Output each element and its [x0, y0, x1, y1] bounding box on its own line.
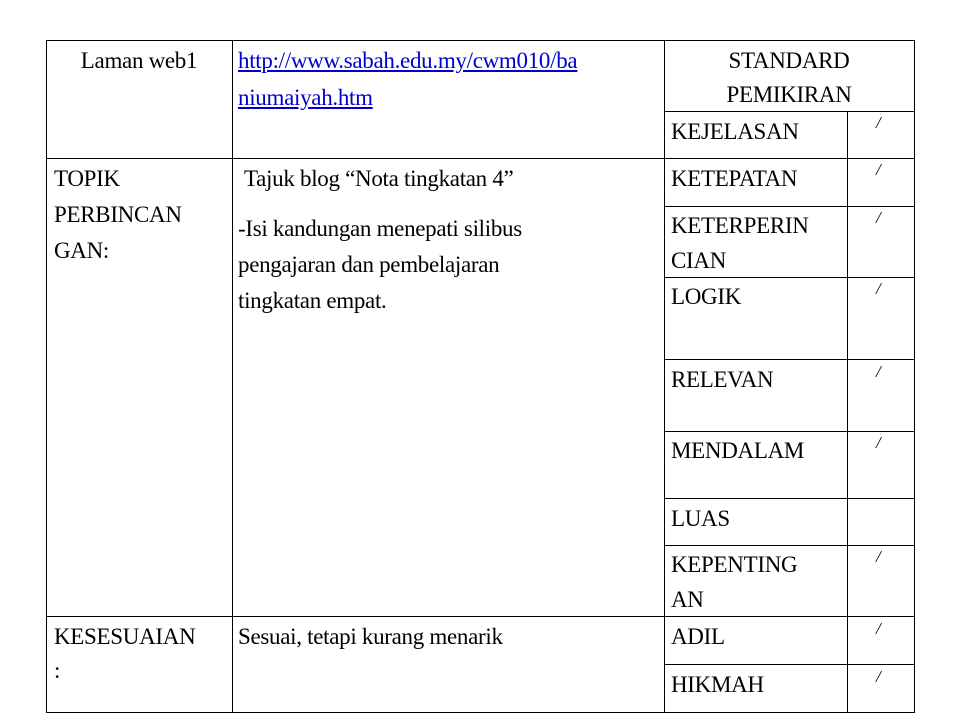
border-crit9 [664, 664, 915, 665]
criterion-adil-mark: / [876, 619, 881, 638]
topic-desc-line1: -Isi kandungan menepati silibus [238, 216, 522, 241]
border-bottom [46, 712, 915, 713]
criterion-keterperincian-mark: / [876, 208, 881, 227]
criterion-relevan: RELEVAN [671, 367, 774, 392]
criterion-ketepatan-mark: / [876, 160, 881, 179]
topic-label-line1: TOPIK [54, 166, 120, 191]
site-label: Laman web1 [80, 48, 198, 73]
criterion-mendalam: MENDALAM [671, 438, 805, 463]
standard-heading-line1: STANDARD [728, 48, 850, 73]
topic-title: Tajuk blog “Nota tingkatan 4” [244, 166, 514, 191]
criterion-relevan-mark: / [876, 362, 881, 381]
criterion-kepentingan-line2: AN [671, 587, 704, 612]
criterion-mendalam-mark: / [876, 433, 881, 452]
border-row2 [46, 616, 915, 617]
border-row1 [46, 158, 915, 159]
criterion-logik: LOGIK [671, 284, 742, 309]
border-top [46, 40, 915, 41]
suitability-value: Sesuai, tetapi kurang menarik [238, 624, 503, 649]
criterion-kepentingan-line1: KEPENTING [671, 552, 798, 577]
criterion-logik-mark: / [876, 279, 881, 298]
border-col1 [232, 40, 233, 713]
border-right [914, 40, 915, 713]
criterion-keterperincian-line2: CIAN [671, 248, 727, 273]
criterion-keterperincian-line1: KETERPERIN [671, 213, 809, 238]
criterion-ketepatan: KETEPATAN [671, 166, 798, 191]
border-col2 [664, 40, 665, 713]
criterion-luas: LUAS [671, 506, 730, 531]
criterion-adil: ADIL [671, 624, 725, 649]
url-link-line1[interactable]: http://www.sabah.edu.my/cwm010/ba [238, 48, 578, 73]
suitability-label-line1: KESESUAIAN [54, 624, 196, 649]
border-left [46, 40, 47, 713]
topic-label-line2: PERBINCAN [54, 202, 182, 227]
border-crit4 [664, 359, 915, 360]
criterion-kejelasan: KEJELASAN [671, 119, 799, 144]
criterion-hikmah-mark: / [876, 667, 881, 686]
topic-desc-line3: tingkatan empat. [238, 288, 387, 313]
url-link-line2[interactable]: niumaiyah.htm [238, 85, 373, 110]
criterion-kepentingan-mark: / [876, 547, 881, 566]
border-col3 [847, 111, 848, 713]
standard-heading-line2: PEMIKIRAN [726, 82, 852, 107]
criterion-kejelasan-mark: / [876, 113, 881, 132]
suitability-label-line2: : [54, 658, 61, 683]
criterion-hikmah: HIKMAH [671, 672, 764, 697]
topic-desc-line2: pengajaran dan pembelajaran [238, 252, 500, 277]
topic-label-line3: GAN: [54, 238, 110, 263]
border-crit6 [664, 498, 915, 499]
